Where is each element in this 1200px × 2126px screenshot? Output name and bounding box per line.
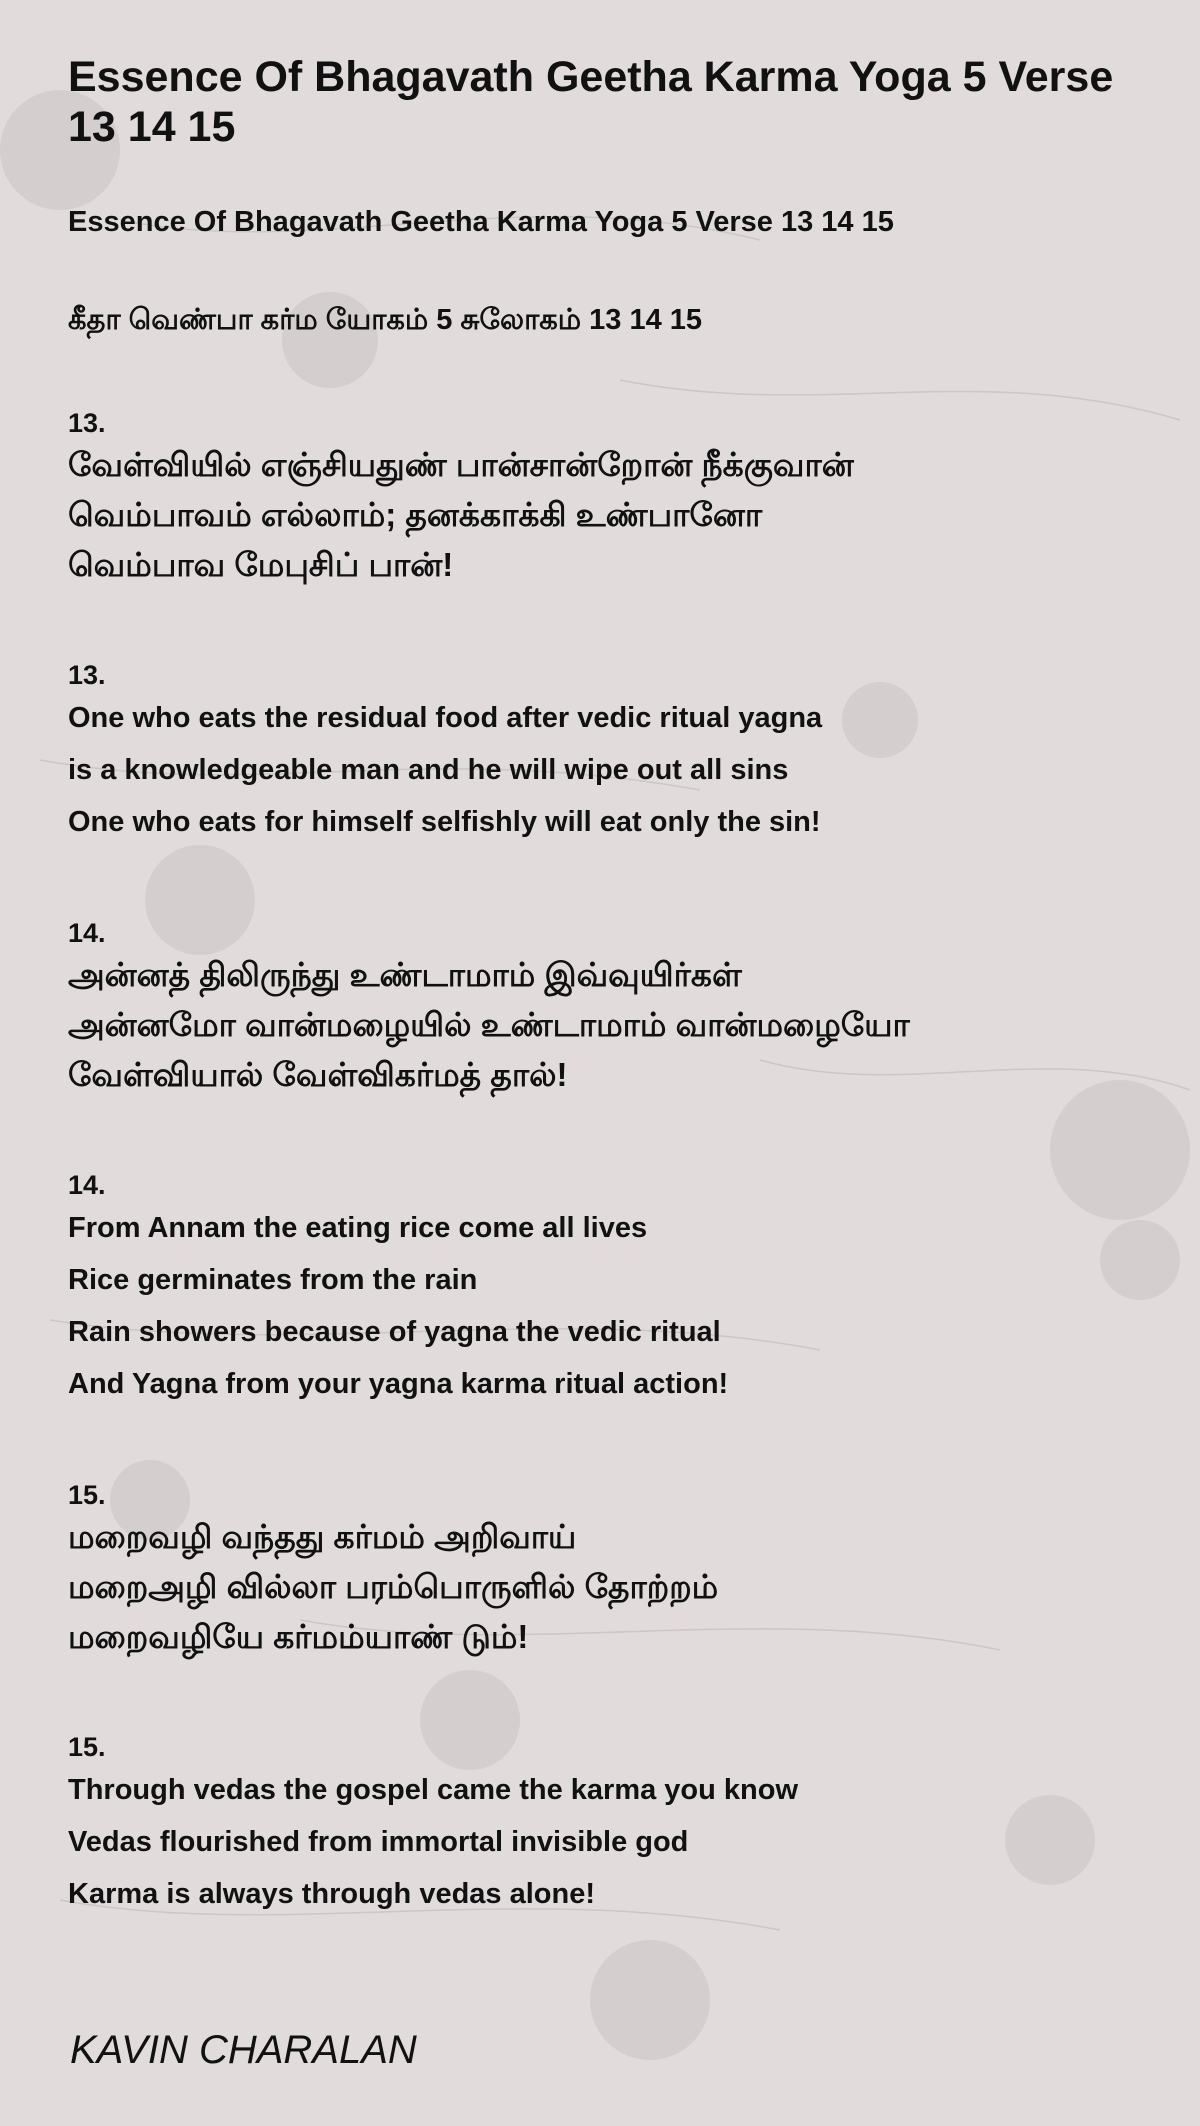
verse-line: From Annam the eating rice come all lives (68, 1212, 648, 1244)
stanza-13-tamil (68, 406, 1148, 590)
verse-line: And Yagna from your yagna karma ritual action! (68, 1368, 729, 1400)
poem-page (68, 52, 1148, 1920)
verse-line: Rain showers because of yagna the vedic ritual (68, 1316, 721, 1348)
verse-line: அன்னமோ வான்மழையில் உண்டாமாம் வான்மழையோ (68, 1006, 910, 1043)
verse-line: வேள்வியால் வேள்விகர்மத் தால்! (68, 1056, 568, 1093)
verse-line: Rice germinates from the rain (68, 1264, 478, 1296)
verse-line: One who eats for himself selfishly will eat only the sin! (68, 806, 821, 838)
verse-number: 13. (68, 660, 106, 690)
verse-number: 14. (68, 1170, 106, 1200)
verse-line: வேள்வியில் எஞ்சியதுண் பான்சான்றோன் நீக்குவான் (68, 446, 854, 483)
stanza-15-english (68, 1730, 1148, 1920)
verse-line: Through vedas the gospel came the karma you know (68, 1774, 799, 1806)
verse-line: வெம்பாவம் எல்லாம்; தனக்காக்கி உண்பானோ (68, 496, 763, 533)
page-title: Essence Of Bhagavath Geetha Karma Yoga 5 Verse 13 14 15 (68, 53, 1114, 151)
stanza-13-english (68, 658, 1148, 848)
verse-number: 15. (68, 1732, 106, 1762)
verse-line: Karma is always through vedas alone! (68, 1878, 596, 1910)
verse-line: Vedas flourished from immortal invisible god (68, 1826, 689, 1858)
verse-line: மறைவழி வந்தது கர்மம் அறிவாய் (68, 1518, 577, 1555)
tamil-title: கீதா வெண்பா கர்ம யோகம் 5 சுலோகம் 13 14 15 (68, 304, 703, 336)
verse-number: 15. (68, 1480, 106, 1510)
stanza-14-tamil (68, 916, 1148, 1100)
verse-line: அன்னத் திலிருந்து உண்டாமாம் இவ்வுயிர்கள் (68, 956, 742, 993)
verse-number: 14. (68, 918, 106, 948)
verse-line: மறைவழியே கர்மம்யாண் டும்! (68, 1618, 529, 1655)
verse-line: வெம்பாவ மேபுசிப் பான்! (68, 546, 454, 583)
verse-number: 13. (68, 408, 106, 438)
verse-line: One who eats the residual food after vedic ritual yagna (68, 702, 823, 734)
poem-subtitle: Essence Of Bhagavath Geetha Karma Yoga 5 Verse 13 14 15 (68, 206, 894, 238)
stanza-15-tamil (68, 1478, 1148, 1662)
stanza-14-english (68, 1168, 1148, 1410)
verse-line: is a knowledgeable man and he will wipe out all sins (68, 754, 789, 786)
author-name: KAVIN CHARALAN (70, 2028, 417, 2072)
verse-line: மறைஅழி வில்லா பரம்பொருளில் தோற்றம் (68, 1568, 719, 1605)
